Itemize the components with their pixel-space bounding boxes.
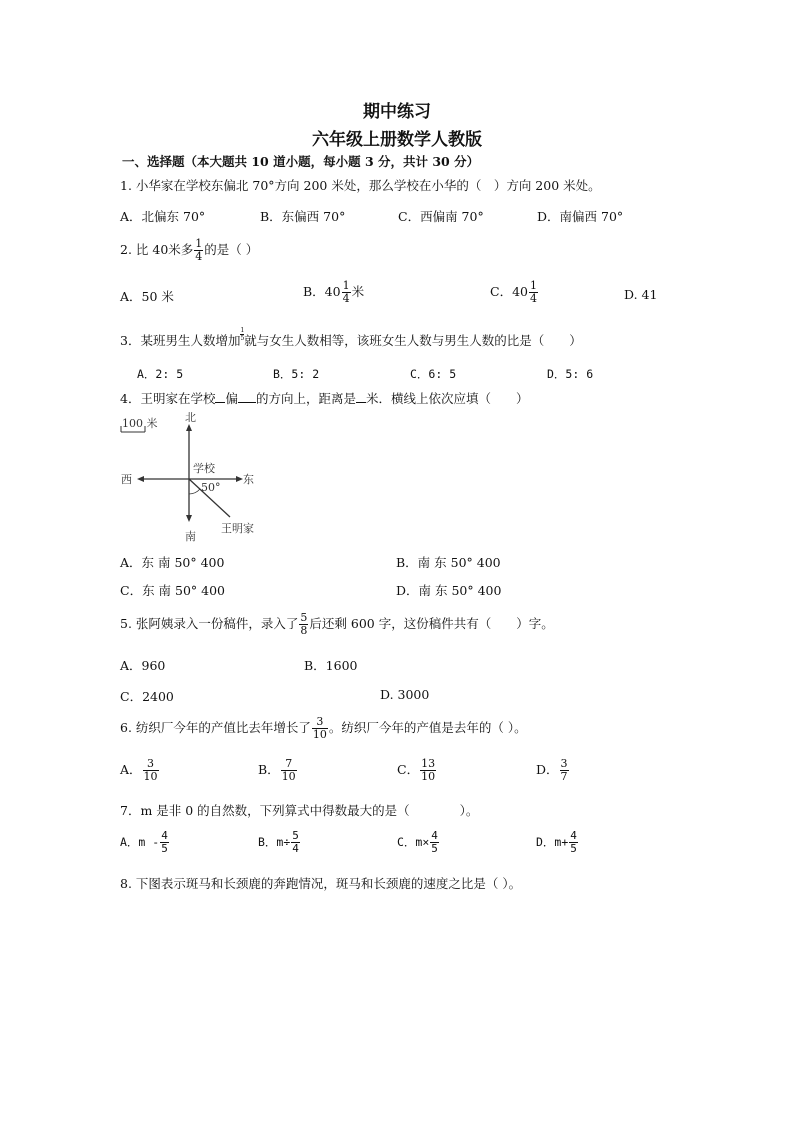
q5-prefix: 5. 张阿姨录入一份稿件，录入了	[120, 616, 299, 631]
q4-part3: 的方向上，距离是	[255, 391, 356, 406]
q6-optd-fraction	[560, 758, 569, 783]
q7-optc-label: C．m×	[397, 835, 430, 849]
q2-suffix: 的是（ ）	[204, 242, 259, 257]
q6-optc-num: 13	[421, 757, 436, 770]
q4-direction-diagram	[115, 412, 275, 547]
q6-option-b	[258, 758, 298, 783]
q5-option-d: D. 3000	[380, 687, 430, 702]
q6-optc-fraction	[420, 758, 436, 783]
question-5	[120, 612, 554, 637]
east-arrow-icon	[236, 476, 243, 482]
q3-option-c: C．6: 5	[410, 367, 457, 381]
q6-fraction	[312, 716, 328, 741]
q6-optb-label: B．	[258, 762, 280, 777]
q7-opta-den: 5	[161, 842, 168, 855]
section-heading: 一、选择题（本大题共 10 道小题，每小题 3 分，共计 30 分）	[122, 154, 480, 169]
q3-option-d: D．5: 6	[547, 367, 594, 381]
q5-suffix: 后还剩 600 字，这份稿件共有（ ）字。	[309, 616, 554, 631]
q5-option-a: A．960	[120, 658, 166, 673]
q5-frac-den: 8	[300, 624, 308, 637]
q3-prefix: 3．某班男生人数增加	[120, 333, 241, 348]
q7-optd-num: 4	[570, 829, 577, 842]
q6-prefix: 6. 纺织厂今年的产值比去年增长了	[120, 720, 311, 735]
question-7: 7．m 是非 0 的自然数，下列算式中得数最大的是（ ）。	[120, 803, 479, 818]
q5-fraction	[299, 612, 308, 637]
q7-optd-fraction	[569, 830, 578, 855]
q7-opta-label: A．m -	[120, 835, 160, 849]
q6-optc-den: 10	[421, 770, 436, 783]
q6-optd-label: D．	[536, 762, 559, 777]
q2-optc-den: 4	[529, 292, 537, 305]
q6-frac-den: 10	[312, 728, 327, 741]
page-subtitle: 六年级上册数学人教版	[312, 130, 482, 150]
q6-opta-num: 3	[147, 757, 155, 770]
q1-option-c: C．西偏南 70°	[398, 209, 484, 224]
q4-blank-2	[238, 392, 256, 403]
q2-frac-num: 1	[195, 237, 203, 250]
question-6	[120, 716, 527, 741]
west-label: 西	[121, 473, 132, 486]
q4-option-d: D．南 东 50° 400	[396, 583, 502, 598]
q7-optb-fraction	[291, 830, 300, 855]
q6-opta-den: 10	[143, 770, 158, 783]
q7-option-c	[397, 830, 440, 855]
q2-optb-fraction	[342, 280, 351, 305]
q7-optc-den: 5	[431, 842, 438, 855]
q2-optb-prefix: B．40	[303, 284, 341, 299]
q2-optb-den: 4	[342, 292, 350, 305]
q6-opta-label: A．	[120, 762, 142, 777]
q6-optc-label: C．	[397, 762, 420, 777]
q2-option-c	[490, 280, 539, 305]
west-arrow-icon	[137, 476, 144, 482]
q2-optc-fraction	[529, 280, 538, 305]
q7-option-d	[536, 830, 579, 855]
q3-frac-num: 1	[240, 327, 245, 334]
q4-part4: 米．横线上依次应填（ ）	[366, 391, 529, 406]
page-title: 期中练习	[363, 102, 431, 122]
q7-opta-fraction	[160, 830, 169, 855]
q6-optb-den: 10	[281, 770, 296, 783]
q7-option-b	[258, 830, 301, 855]
q1-option-a: A．北偏东 70°	[120, 209, 206, 224]
question-4	[120, 389, 529, 407]
q7-optd-den: 5	[570, 842, 577, 855]
q7-option-a	[120, 830, 170, 855]
q3-suffix: 就与女生人数相等，该班女生人数与男生人数的比是（ ）	[244, 333, 582, 348]
q4-blank-3	[356, 392, 366, 403]
q4-option-b: B．南 东 50° 400	[396, 555, 501, 570]
q6-optd-den: 7	[560, 770, 568, 783]
q4-part2: 偏	[225, 391, 238, 406]
q2-option-a: A．50 米	[120, 289, 174, 304]
q3-option-b: B．5: 2	[273, 367, 320, 381]
q5-frac-num: 5	[300, 611, 308, 624]
q3-option-a: A．2: 5	[137, 367, 184, 381]
q7-optb-den: 4	[292, 842, 299, 855]
q4-blank-1	[215, 392, 225, 403]
q2-optc-prefix: C．40	[490, 284, 528, 299]
question-3	[120, 327, 582, 349]
q7-optc-num: 4	[431, 829, 438, 842]
q4-option-c: C．东 南 50° 400	[120, 583, 225, 598]
q2-optc-num: 1	[529, 279, 537, 292]
q6-frac-num: 3	[316, 715, 324, 728]
north-label: 北	[185, 412, 196, 424]
q2-fraction	[194, 238, 203, 263]
q3-frac-den: 5	[240, 335, 245, 342]
q6-optd-num: 3	[560, 757, 568, 770]
question-2	[120, 238, 258, 263]
south-label: 南	[185, 530, 196, 543]
q7-optb-num: 5	[292, 829, 299, 842]
north-arrow-icon	[186, 424, 192, 431]
q6-option-a	[120, 758, 160, 783]
angle-label: 50°	[201, 481, 221, 494]
q1-option-d: D．南偏西 70°	[537, 209, 624, 224]
question-8: 8. 下图表示斑马和长颈鹿的奔跑情况，斑马和长颈鹿的速度之比是（ ）。	[120, 876, 522, 891]
south-arrow-icon	[186, 515, 192, 522]
q7-opta-num: 4	[161, 829, 168, 842]
q2-optb-num: 1	[342, 279, 350, 292]
q1-option-b: B．东偏西 70°	[260, 209, 346, 224]
home-label: 王明家	[221, 522, 254, 535]
q2-frac-den: 4	[195, 250, 203, 263]
q4-part1: 4．王明家在学校	[120, 391, 216, 406]
q4-option-a: A．东 南 50° 400	[120, 555, 225, 570]
q6-optb-num: 7	[285, 757, 293, 770]
q7-optd-label: D．m+	[536, 835, 569, 849]
school-label: 学校	[193, 462, 215, 475]
q5-option-b: B．1600	[304, 658, 358, 673]
q2-option-b	[303, 280, 364, 305]
q7-optc-fraction	[430, 830, 439, 855]
q2-optb-suffix: 米	[351, 284, 365, 299]
east-label: 东	[243, 473, 254, 486]
q6-optb-fraction	[281, 758, 297, 783]
q6-suffix: 。纺织厂今年的产值是去年的（ ）。	[328, 720, 527, 735]
q7-optb-label: B．m÷	[258, 835, 291, 849]
q2-option-d: D. 41	[624, 287, 658, 302]
scale-label: 100 米	[122, 417, 158, 430]
q6-opta-fraction	[143, 758, 159, 783]
q6-option-d	[536, 758, 570, 783]
q2-prefix: 2. 比 40米多	[120, 242, 194, 257]
q6-option-c	[397, 758, 437, 783]
question-1: 1. 小华家在学校东偏北 70°方向 200 米处，那么学校在小华的（ ）方向 200 米处。	[120, 178, 601, 193]
q5-option-c: C．2400	[120, 689, 174, 704]
